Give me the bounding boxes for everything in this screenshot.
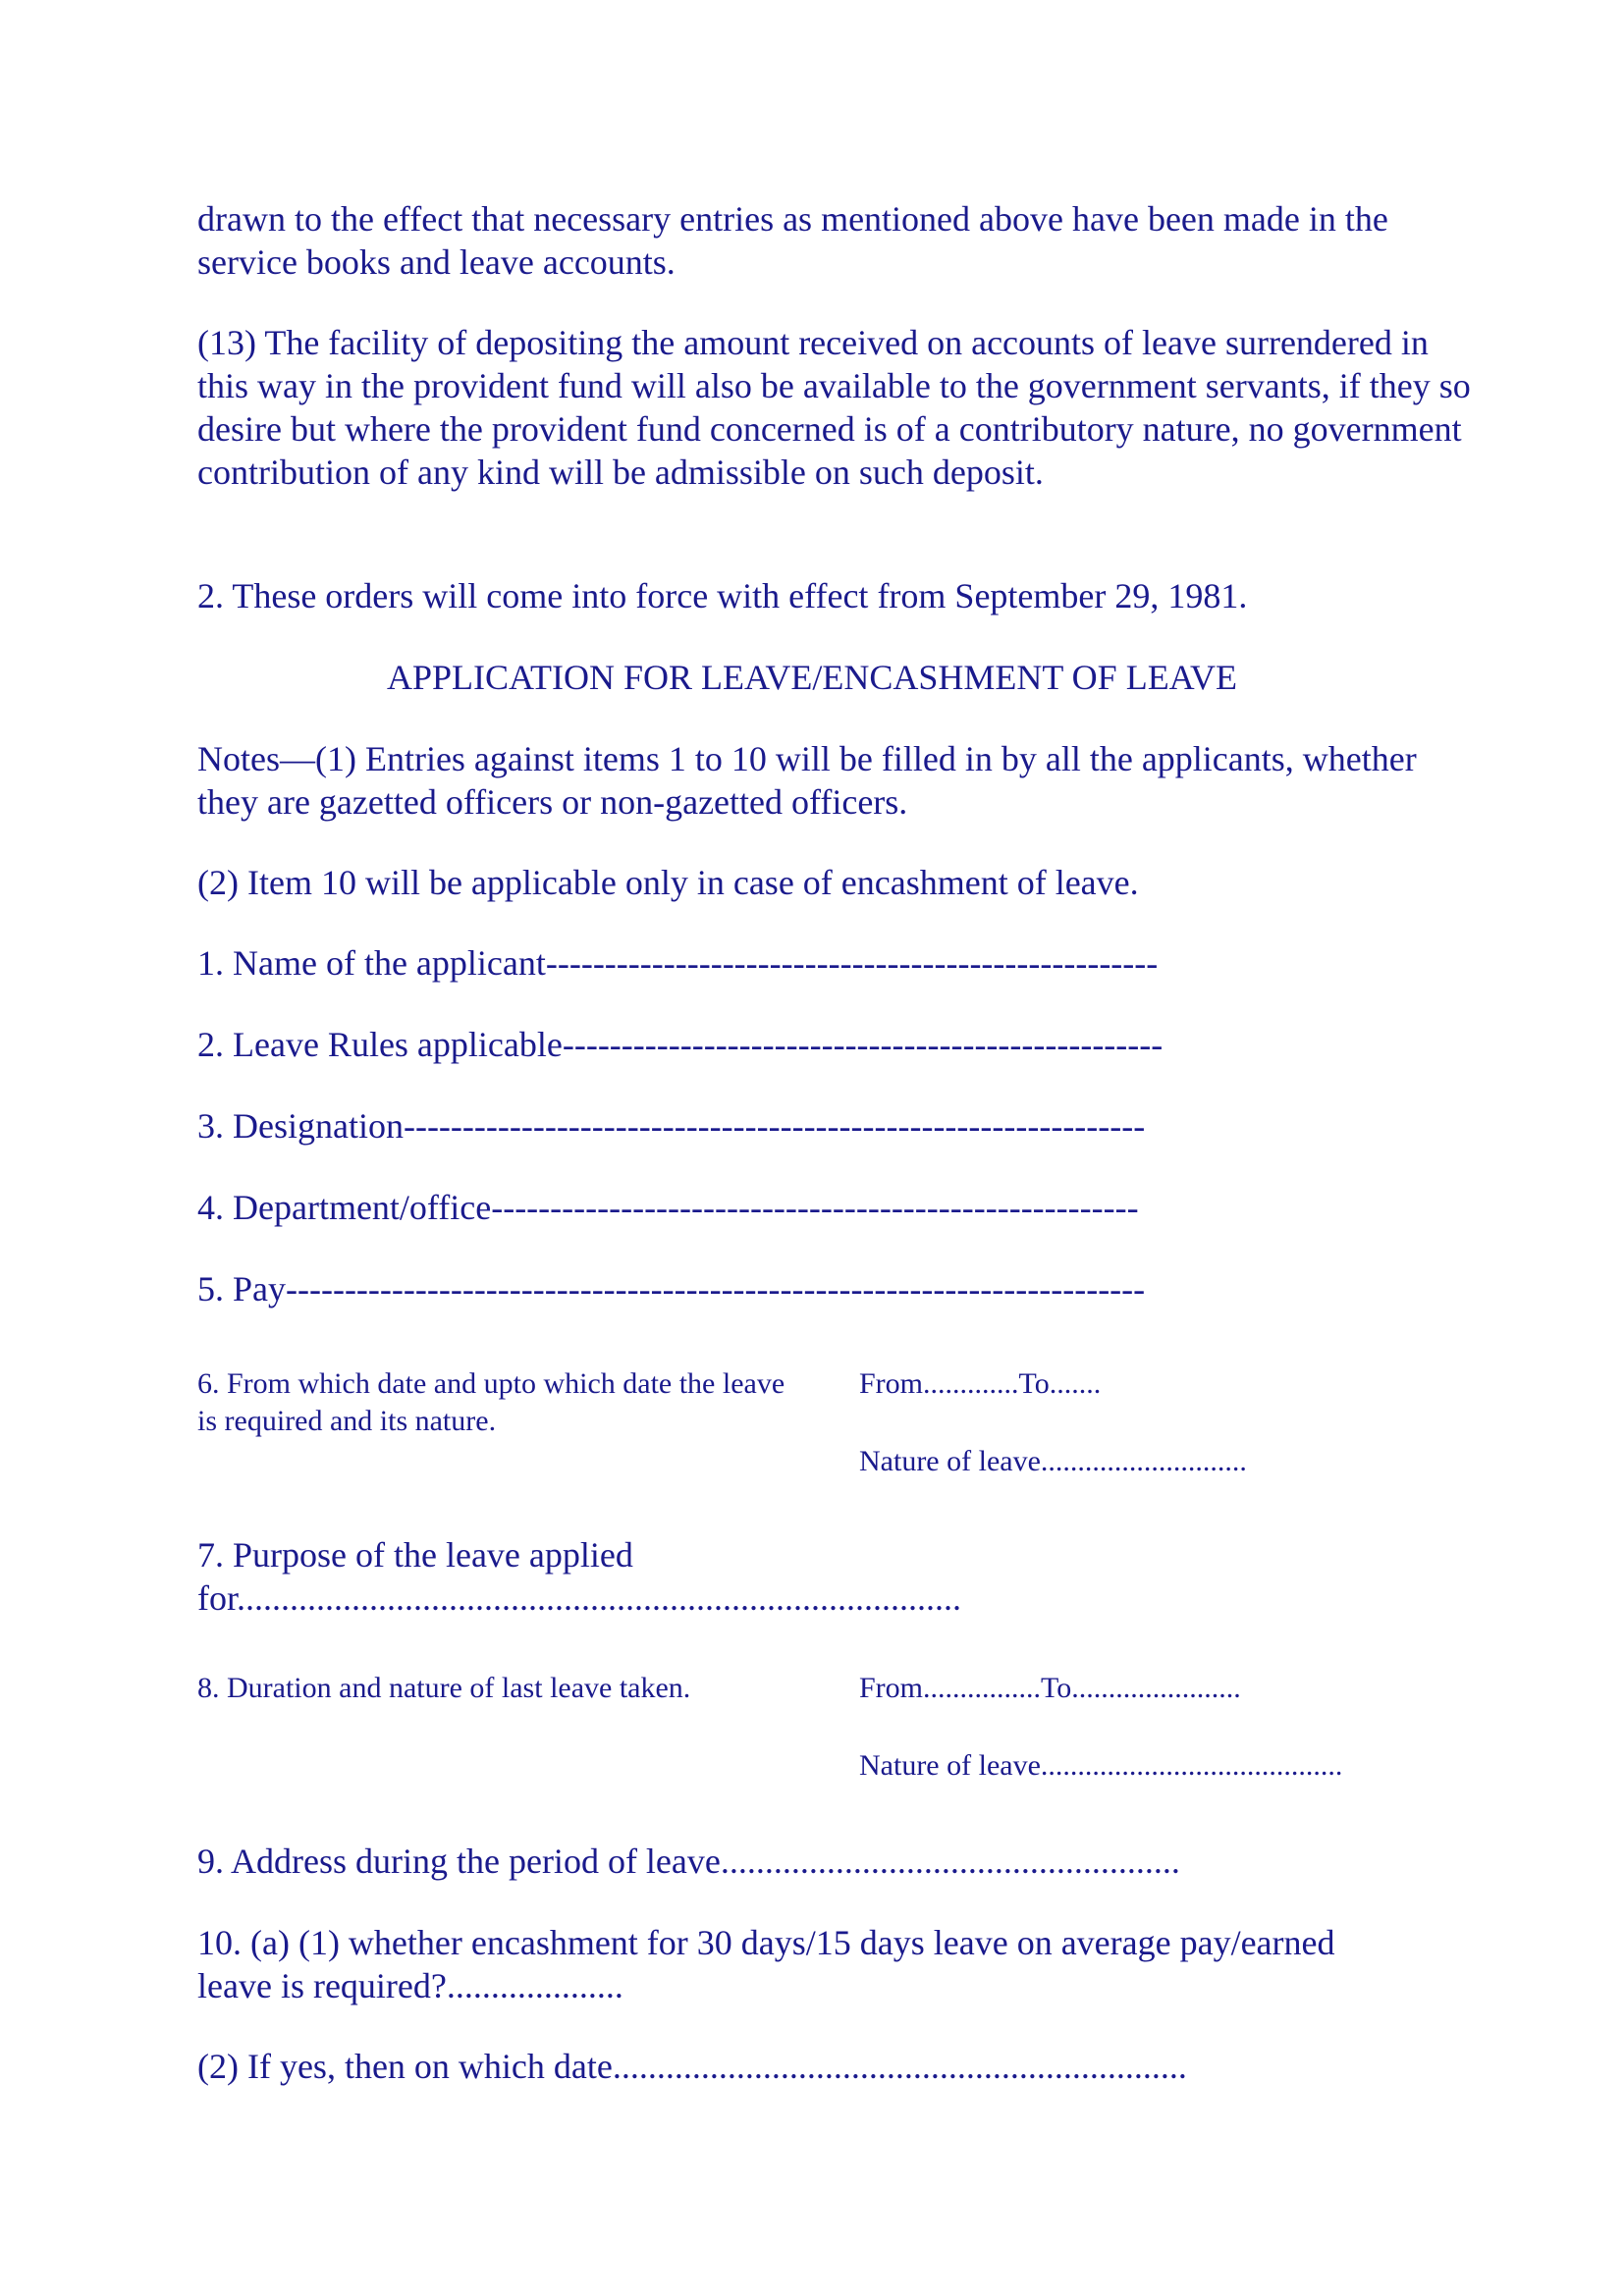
item-10a-line2: leave is required?....................	[197, 1966, 623, 2005]
item-8-label: 8. Duration and nature of last leave taken.	[197, 1672, 691, 1704]
paragraph-13-provident-fund: (13) The facility of depositing the amount received on accounts of leave surrendered in this way in the provident fund will also be available to the government servants, if they so desire but where the provident fund concerned is of a contributory nature, no government contribution of any kind will be admissible on such deposit.	[197, 323, 1471, 492]
item-6-nature-of-leave: Nature of leave............................	[859, 1445, 1247, 1477]
form-title: APPLICATION FOR LEAVE/ENCASHMENT OF LEAVE	[386, 658, 1238, 697]
item-6-label: 6. From which date and upto which date the leave is required and its nature.	[197, 1367, 785, 1437]
item-4-department-office: 4. Department/office-------------------------------------------------------	[197, 1188, 1139, 1227]
notes-1: Notes—(1) Entries against items 1 to 10 will be filled in by all the applicants, whether they are gazetted officers or non-gazetted officers.	[197, 739, 1417, 822]
notes-2: (2) Item 10 will be applicable only in case of encashment of leave.	[197, 863, 1139, 902]
item-8-from-to: From................To.......................	[859, 1672, 1241, 1704]
paragraph-entries-made: drawn to the effect that necessary entries as mentioned above have been made in the service books and leave accounts.	[197, 199, 1388, 282]
item-10a-line1: 10. (a) (1) whether encashment for 30 days/15 days leave on average pay/earned	[197, 1923, 1335, 1962]
item-1-name-of-applicant: 1. Name of the applicant----------------------------------------------------	[197, 943, 1159, 983]
item-7-purpose-line2: for..................................................................................	[197, 1578, 961, 1618]
item-10a-2-date: (2) If yes, then on which date.................................................................	[197, 2047, 1187, 2086]
item-5-pay: 5. Pay-------------------------------------------------------------------------	[197, 1269, 1146, 1308]
item-3-designation: 3. Designation---------------------------------------------------------------	[197, 1106, 1146, 1146]
item-9-address: 9. Address during the period of leave....................................................	[197, 1842, 1180, 1881]
item-7-purpose-line1: 7. Purpose of the leave applied	[197, 1535, 633, 1575]
paragraph-2-effective-date: 2. These orders will come into force with effect from September 29, 1981.	[197, 576, 1248, 615]
item-6-from-to: From.............To.......	[859, 1367, 1102, 1400]
item-8-nature-of-leave: Nature of leave.........................................	[859, 1749, 1343, 1782]
item-2-leave-rules: 2. Leave Rules applicable---------------------------------------------------	[197, 1025, 1164, 1064]
